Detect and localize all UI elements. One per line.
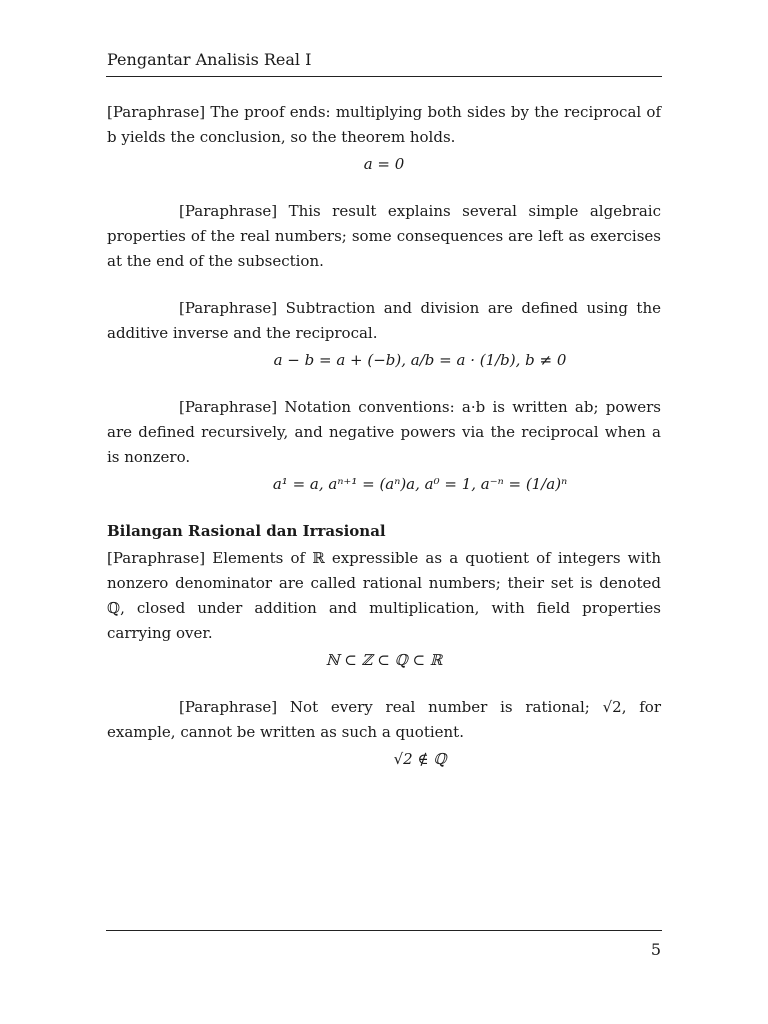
paragraph-3-summary: [Paraphrase] Subtraction and division are defined using the additive inverse and the reciprocal. xyxy=(107,299,661,342)
paragraph-6-summary: [Paraphrase] Not every real number is rational; √2, for example, cannot be written as such a quotient. xyxy=(107,698,661,741)
paragraph-1-formula: a = 0 xyxy=(363,155,405,173)
paragraph-2 xyxy=(107,199,661,274)
page-number: 5 xyxy=(650,940,661,959)
paragraph-1-summary: [Paraphrase] The proof ends: multiplying both sides by the reciprocal of b yields the conclusion, so the theorem holds. xyxy=(107,103,661,146)
paragraph-4-formula: a¹ = a, aⁿ⁺¹ = (aⁿ)a, a⁰ = 1, a⁻ⁿ = (1/a)ⁿ xyxy=(272,475,568,493)
paragraph-5-formula: ℕ ⊂ ℤ ⊂ ℚ ⊂ ℝ xyxy=(325,651,443,669)
paragraph-6-formula: √2 ∉ ℚ xyxy=(393,750,447,768)
paragraph-5-summary: [Paraphrase] Elements of ℝ expressible as a quotient of integers with nonzero denominator are called rational numbers; their set is denoted ℚ, closed under addition and multiplication, with field properties carrying over. xyxy=(107,549,661,642)
paragraph-3 xyxy=(107,296,661,373)
paragraph-1 xyxy=(107,100,661,177)
paragraph-2-summary: [Paraphrase] This result explains several simple algebraic properties of the real numbers; some consequences are left as exercises at the end of the subsection. xyxy=(107,202,661,270)
footer-rule xyxy=(106,930,662,931)
running-header: Pengantar Analisis Real I xyxy=(107,50,312,69)
page-body xyxy=(107,100,661,794)
header-rule xyxy=(106,76,662,77)
paragraph-6 xyxy=(107,695,661,772)
paragraph-5 xyxy=(107,546,661,673)
paragraph-4-summary: [Paraphrase] Notation conventions: a·b is written ab; powers are defined recursively, and negative powers via the reciprocal when a is nonzero. xyxy=(107,398,661,466)
section-subheading: Bilangan Rasional dan Irrasional xyxy=(107,522,386,540)
paragraph-4 xyxy=(107,395,661,497)
paragraph-3-formula: a − b = a + (−b), a/b = a · (1/b), b ≠ 0 xyxy=(273,351,567,369)
